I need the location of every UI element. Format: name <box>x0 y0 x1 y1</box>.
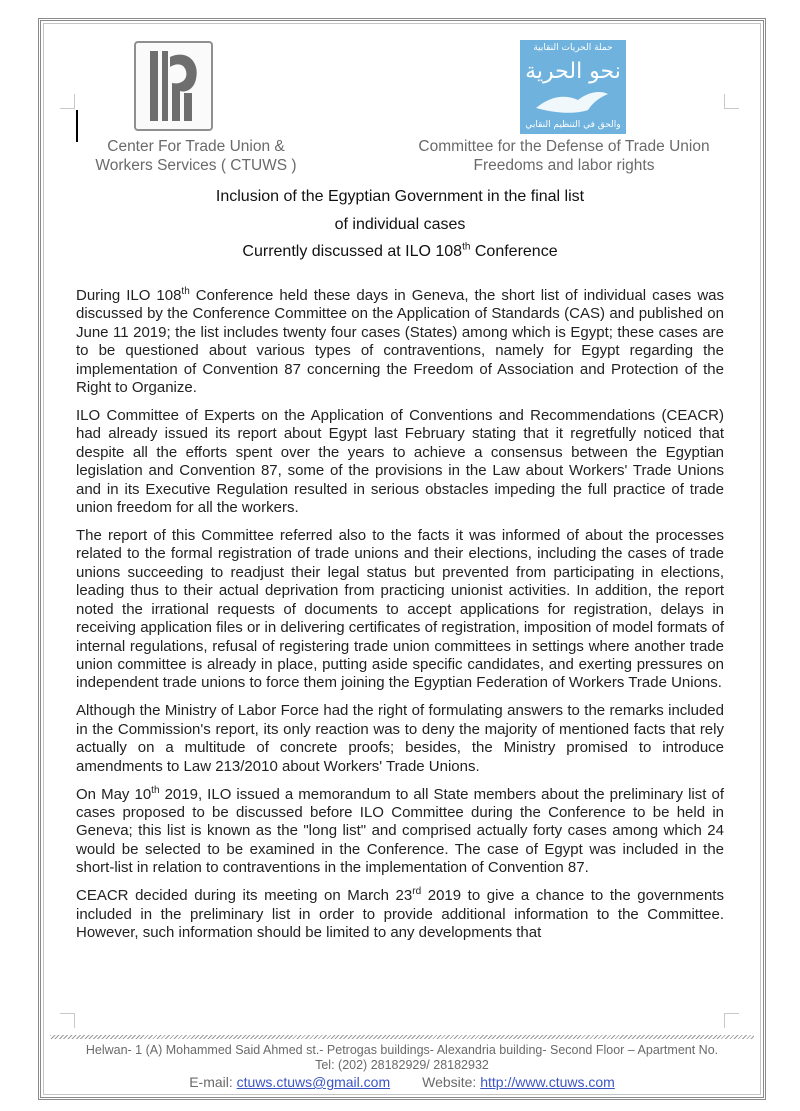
footer-divider <box>50 1035 754 1039</box>
left-org-line: Center For Trade Union & <box>107 138 285 155</box>
paragraph <box>76 287 724 397</box>
right-org-name <box>400 137 728 175</box>
ctuws-logo <box>134 41 213 131</box>
footer-address: Helwan- 1 (A) Mohammed Said Ahmed st.- Petrogas buildings- Alexandria building- Second Floor – Apartment No. <box>85 1043 719 1057</box>
paragraph <box>76 887 724 942</box>
superscript: th <box>151 784 160 796</box>
text-cursor <box>76 110 78 142</box>
website-link[interactable]: http://www.ctuws.com <box>480 1074 615 1090</box>
freedom-campaign-logo <box>520 40 626 134</box>
right-org-line: Committee for the Defense of Trade Union <box>418 138 710 155</box>
logo-middle-text: نحو الحرية <box>525 59 621 84</box>
title-text: Currently discussed at ILO 108 <box>242 243 463 260</box>
paragraph-text: On May 10 <box>76 785 152 803</box>
paragraph: ILO Committee of Experts on the Application of Conventions and Recommendations (CEACR) had already issued its report about Egypt last February stating that it regretfully noticed that despite all the efforts spent over the years to achieve a consensus between the Egyptian legislation and Convention 87, some of the provisions in the Law about Workers' Trade Unions and in its Executive Regulation resulted in serious obstacles impeding the full practice of trade union freedom for all the workers. <box>76 407 724 517</box>
crop-mark-top-right <box>724 94 739 109</box>
raised-fist-icon <box>136 43 211 129</box>
paragraph-text: 2019, ILO issued a memorandum to all State members about the preliminary list of cases proposed to be discussed before ILO Committee during the Conference to be held in Geneva; this list is known as the "long list" and comprised actually forty cases among which 24 would be selected to be examined in the Conference. The case of Egypt was included in the short-list in relation to contraventions in the implementation of Convention 87. <box>76 785 724 877</box>
right-org-line: Freedoms and labor rights <box>473 157 655 174</box>
logo-top-text: حملة الحريات النقابية <box>533 43 613 53</box>
paragraph-text: Conference held these days in Geneva, the short list of individual cases was discussed by the Conference Committee on the Application of Standards (CAS) and published on June 11 2019; the list includes twenty four cases (States) among which is Egypt; these cases are to be questioned about various types of contraventions, namely for Egypt regarding the implementation of Convention 87 concerning the Freedom of Association and Protection of the Right to Organize. <box>76 287 724 397</box>
left-org-line: Workers Services ( CTUWS ) <box>95 157 297 174</box>
left-org-name <box>80 137 312 175</box>
paragraph-text: 2019 to give a chance to the governments included in the preliminary list in order to provide additional information to the Committee. However, such information should be limited to any developments that <box>76 887 724 941</box>
paragraph-text: CEACR decided during its meeting on March 23 <box>76 887 413 905</box>
footer-phone: Tel: (202) 28182929/ 28182932 <box>315 1058 489 1072</box>
crop-mark-bottom-left <box>60 1013 75 1028</box>
title-superscript: th <box>462 241 471 253</box>
paragraph: The report of this Committee referred also to the facts it was informed of about the processes related to the formal registration of trade unions and their elections, including the cases of trade unions succeeding to readjust their legal status but prevented from participating in elections, leading thus to their actual deprivation from practicing unionist activities. In addition, the report noted the irrational requests of documents to accept applications for registration, delays in receiving application files or in delivering certificates of registration, imposition of model formats of internal regulations, refusal of registering trade union committees in settings where another trade union committee is already in place, putting aside specific candidates, and exerting pressures on independent trade unions to force them joining the Egyptian Federation of Workers Trade Unions. <box>76 527 724 692</box>
footer-contacts <box>44 1074 760 1091</box>
superscript: th <box>181 286 190 297</box>
document-title-line-2: of individual cases <box>334 216 466 233</box>
document-body <box>76 287 724 952</box>
email-link[interactable]: ctuws.ctuws@gmail.com <box>236 1074 391 1090</box>
email-label: E-mail: <box>189 1074 237 1090</box>
superscript: rd <box>412 886 422 898</box>
logo-bottom-text: والحق في التنظيم النقابي <box>525 120 621 130</box>
dove-icon <box>532 86 612 116</box>
crop-mark-top-left <box>60 94 75 109</box>
website-label: Website: <box>422 1074 481 1090</box>
title-text: Conference <box>470 243 558 260</box>
document-title-line-3 <box>80 243 720 261</box>
paragraph: Although the Ministry of Labor Force had the right of formulating answers to the remarks included in the Commission's report, its only reaction was to deny the majority of mentioned facts that rely actually on a multitude of concrete proofs; besides, the Ministry promised to introduce amendments to Law 213/2010 about Workers' Trade Unions. <box>76 702 724 775</box>
crop-mark-bottom-right <box>724 1013 739 1028</box>
document-title-line-1: Inclusion of the Egyptian Government in the final list <box>215 188 585 205</box>
paragraph <box>76 786 724 878</box>
paragraph-text: During ILO 108 <box>76 287 182 304</box>
